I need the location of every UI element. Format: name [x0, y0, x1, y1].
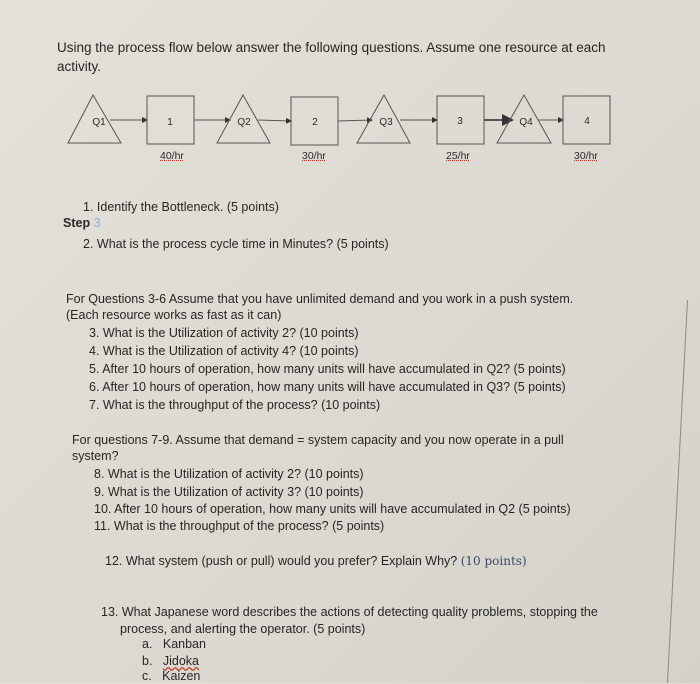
intro-text: Using the process flow below answer the following questions. Assume one resource at each activity.: [57, 40, 606, 74]
step-number: 3: [93, 216, 101, 230]
activity-1-label: 1: [167, 117, 173, 128]
step-marker: [63, 216, 101, 230]
question-12: [105, 553, 527, 569]
question-12-points: (10 points): [460, 554, 527, 568]
option-b-text: Jidoka: [162, 654, 199, 668]
question-5: 5. After 10 hours of operation, how many units will have accumulated in Q2? (5 points): [89, 362, 566, 376]
question-8: 8. What is the Utilization of activity 2? (10 points): [94, 467, 364, 481]
queue-q2-label: Q2: [237, 117, 251, 128]
question-3: 3. What is the Utilization of activity 2? (10 points): [89, 326, 359, 340]
push-heading-line2: (Each resource works as fast as it can): [66, 308, 282, 322]
question-13-line1: 13. What Japanese word describes the actions of detecting quality problems, stopping the: [101, 605, 598, 619]
paper-edge: [667, 300, 688, 683]
queue-q1-label: Q1: [92, 117, 106, 128]
push-heading-line1: For Questions 3-6 Assume that you have unlimited demand and you work in a push system.: [66, 292, 574, 306]
question-11: 11. What is the throughput of the process? (5 points): [94, 519, 385, 533]
queue-q4-label: Q4: [519, 117, 533, 128]
option-a-text: Kanban: [162, 637, 206, 651]
option-a: [142, 636, 206, 652]
option-c-text: Kaizen: [162, 669, 201, 683]
option-b: [142, 653, 199, 669]
question-1: 1. Identify the Bottleneck. (5 points): [83, 200, 279, 214]
option-b-letter: b.: [142, 654, 153, 668]
activity-2-rate: 30/hr: [302, 150, 326, 162]
question-13-line2: process, and alerting the operator. (5 points): [120, 622, 366, 636]
question-10: 10. After 10 hours of operation, how many units will have accumulated in Q2 (5 points): [94, 502, 571, 516]
option-c: [142, 668, 200, 684]
activity-3-label: 3: [457, 116, 463, 127]
question-4: 4. What is the Utilization of activity 4? (10 points): [89, 344, 359, 358]
question-12-text: 12. What system (push or pull) would you prefer? Explain Why?: [105, 554, 458, 568]
pull-heading-line1: For questions 7-9. Assume that demand = system capacity and you now operate in a pull: [72, 433, 564, 447]
activity-4-rate: 30/hr: [574, 150, 598, 162]
activity-4-label: 4: [584, 116, 590, 127]
option-a-letter: a.: [142, 637, 153, 651]
step-label: Step: [63, 216, 91, 230]
question-7: 7. What is the throughput of the process? (10 points): [89, 398, 381, 412]
pull-heading-line2: system?: [72, 449, 119, 463]
activity-1-rate: 40/hr: [160, 150, 184, 162]
question-9: 9. What is the Utilization of activity 3? (10 points): [94, 485, 364, 499]
queue-q3-label: Q3: [379, 117, 393, 128]
activity-3-rate: 25/hr: [446, 150, 470, 162]
option-c-letter: c.: [142, 669, 152, 683]
question-6: 6. After 10 hours of operation, how many units will have accumulated in Q3? (5 points): [89, 380, 566, 394]
question-2: 2. What is the process cycle time in Minutes? (5 points): [83, 237, 389, 251]
activity-2-label: 2: [312, 117, 318, 128]
process-flow-diagram: [0, 0, 700, 180]
